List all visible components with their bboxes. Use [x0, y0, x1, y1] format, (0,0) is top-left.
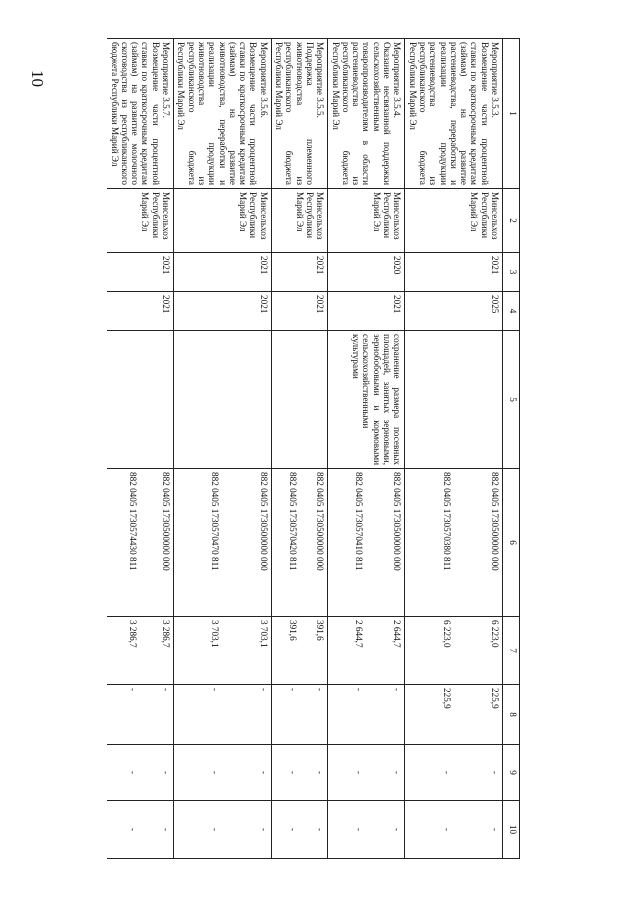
amount-col7-cell: 2 644,7 [328, 617, 367, 685]
measure-name-cell [174, 39, 272, 189]
amount-col8-cell: 225,9 [405, 685, 454, 745]
measure-name-cell [107, 39, 173, 189]
expected-result-cell [107, 331, 173, 469]
budget-code-cell: 882 0405 1730500000 000 [454, 469, 503, 617]
amount-col10-cell: - [271, 801, 299, 859]
expected-result-cell: сохранение размера посевных площадей, занятых зерновыми, зернобобовыми и кормовыми сельскохозяйственными культурами [328, 331, 405, 469]
start-year-cell: 2021 [271, 253, 327, 292]
amount-col9-cell: - [107, 745, 140, 801]
measure-title: Мероприятие 3.5.6. [258, 42, 269, 118]
amount-col7-cell: 6 223,0 [405, 617, 454, 685]
amount-col8-cell: 225,9 [454, 685, 503, 745]
amount-col10-cell: - [300, 801, 328, 859]
amount-col10-cell: - [140, 801, 174, 859]
measure-title: Мероприятие 3.5.3. [490, 42, 500, 118]
measure-name-cell [405, 39, 503, 189]
column-header-3: 3 [503, 253, 520, 292]
amount-col7-cell: 2 644,7 [366, 617, 405, 685]
end-year-cell: 2025 [405, 292, 503, 331]
budget-code-cell: 882 0405 1730500000 000 [222, 469, 271, 617]
expected-result-cell [271, 331, 327, 469]
amount-col9-cell: - [222, 745, 271, 801]
table-body [107, 39, 502, 859]
amount-col8-cell: - [271, 685, 299, 745]
amount-col9-cell: - [328, 745, 367, 801]
amount-col8-cell: - [300, 685, 328, 745]
responsible-executor-cell: Минсельхоз Республики Марий Эл [405, 189, 503, 253]
measure-description: Возмещение части процентной ставки по краткосрочным кредитам (займам) на развитие растениеводства, переработки и реализации продукции растениеводства из республиканского бюджета Республики Марий Эл [407, 42, 490, 185]
measure-name-cell [271, 39, 327, 189]
amount-col7-cell: 3 286,7 [107, 617, 140, 685]
amount-col8-cell: - [366, 685, 405, 745]
responsible-executor-cell: Минсельхоз Республики Марий Эл [107, 189, 173, 253]
budget-code-cell: 882 0405 1730500000 000 [140, 469, 174, 617]
column-header-8: 8 [503, 685, 520, 745]
column-header-9: 9 [503, 745, 520, 801]
amount-col7-cell: 6 223,0 [454, 617, 503, 685]
expected-result-cell [405, 331, 503, 469]
amount-col9-cell: - [366, 745, 405, 801]
measure-row [140, 39, 174, 859]
measure-description: Возмещение части процентной ставки по краткосрочным кредитам (займам) на развитие молочного скотоводства из республиканского бюджета Республики Марий Эл [109, 42, 161, 185]
amount-col7-cell: 391,6 [300, 617, 328, 685]
budget-code-cell: 882 0405 1730574430 811 [107, 469, 140, 617]
measure-title: Мероприятие 3.5.7. [161, 42, 172, 118]
start-year-cell: 2021 [174, 253, 272, 292]
page-number: 10 [28, 70, 47, 87]
responsible-executor-cell: Минсельхоз Республики Марий Эл [328, 189, 405, 253]
budget-code-cell: 882 0405 1730500000 000 [366, 469, 405, 617]
amount-col8-cell: - [328, 685, 367, 745]
amount-col9-cell: - [271, 745, 299, 801]
amount-col9-cell: - [405, 745, 454, 801]
amount-col8-cell: - [107, 685, 140, 745]
measure-description: Поддержка племенного животноводства из республиканского бюджета Республики Марий Эл [274, 42, 315, 185]
responsible-executor-cell: Минсельхоз Республики Марий Эл [174, 189, 272, 253]
amount-col10-cell: - [366, 801, 405, 859]
column-header-7: 7 [503, 617, 520, 685]
column-header-1: 1 [503, 39, 520, 189]
amount-col10-cell: - [222, 801, 271, 859]
amount-col10-cell: - [454, 801, 503, 859]
measure-row [366, 39, 405, 859]
column-header-10: 10 [503, 801, 520, 859]
budget-code-cell: 882 0405 1730570380 811 [405, 469, 454, 617]
end-year-cell: 2021 [107, 292, 173, 331]
start-year-cell: 2021 [405, 253, 503, 292]
measure-title: Мероприятие 3.5.4. [392, 42, 403, 118]
measure-description: Оказание несвязанной поддержки сельскохозяйственным товаропроизводителям в области растениеводства из республиканского бюджета Республики Марий Эл [330, 42, 393, 185]
amount-col10-cell: - [328, 801, 367, 859]
amount-col8-cell: - [222, 685, 271, 745]
amount-col9-cell: - [300, 745, 328, 801]
measure-name-cell [328, 39, 405, 189]
measure-row [300, 39, 328, 859]
amount-col10-cell: - [405, 801, 454, 859]
budget-code-cell: 882 0405 1730570410 811 [328, 469, 367, 617]
program-measures-table [107, 38, 520, 859]
amount-col10-cell: - [107, 801, 140, 859]
amount-col10-cell: - [174, 801, 223, 859]
budget-code-cell: 882 0405 1730570420 811 [271, 469, 299, 617]
amount-col7-cell: 3 703,1 [222, 617, 271, 685]
column-header-4: 4 [503, 292, 520, 331]
end-year-cell: 2021 [328, 292, 405, 331]
start-year-cell: 2020 [328, 253, 405, 292]
end-year-cell: 2021 [271, 292, 327, 331]
budget-code-cell: 882 0405 1730500000 000 [300, 469, 328, 617]
measure-title: Мероприятие 3.5.5. [315, 42, 326, 118]
column-header-2: 2 [503, 189, 520, 253]
rotated-table-sheet [105, 38, 520, 888]
amount-col9-cell: - [140, 745, 174, 801]
amount-col8-cell: - [174, 685, 223, 745]
amount-col7-cell: 391,6 [271, 617, 299, 685]
responsible-executor-cell: Минсельхоз Республики Марий Эл [271, 189, 327, 253]
amount-col8-cell: - [140, 685, 174, 745]
measure-row [222, 39, 271, 859]
start-year-cell: 2021 [107, 253, 173, 292]
header-row [503, 39, 520, 859]
amount-col7-cell: 3 703,1 [174, 617, 223, 685]
budget-code-cell: 882 0405 1730570470 811 [174, 469, 223, 617]
amount-col9-cell: - [174, 745, 223, 801]
amount-col9-cell: - [454, 745, 503, 801]
amount-col7-cell: 3 286,7 [140, 617, 174, 685]
column-header-5: 5 [503, 331, 520, 469]
end-year-cell: 2021 [174, 292, 272, 331]
measure-description: Возмещение части процентной ставки по краткосрочным кредитам (займам) на развитие животноводства, переработки и реализации продукции животноводства из республиканского бюджета Республики Марий Эл [176, 42, 259, 185]
expected-result-cell [174, 331, 272, 469]
measure-row [454, 39, 503, 859]
column-header-6: 6 [503, 469, 520, 617]
